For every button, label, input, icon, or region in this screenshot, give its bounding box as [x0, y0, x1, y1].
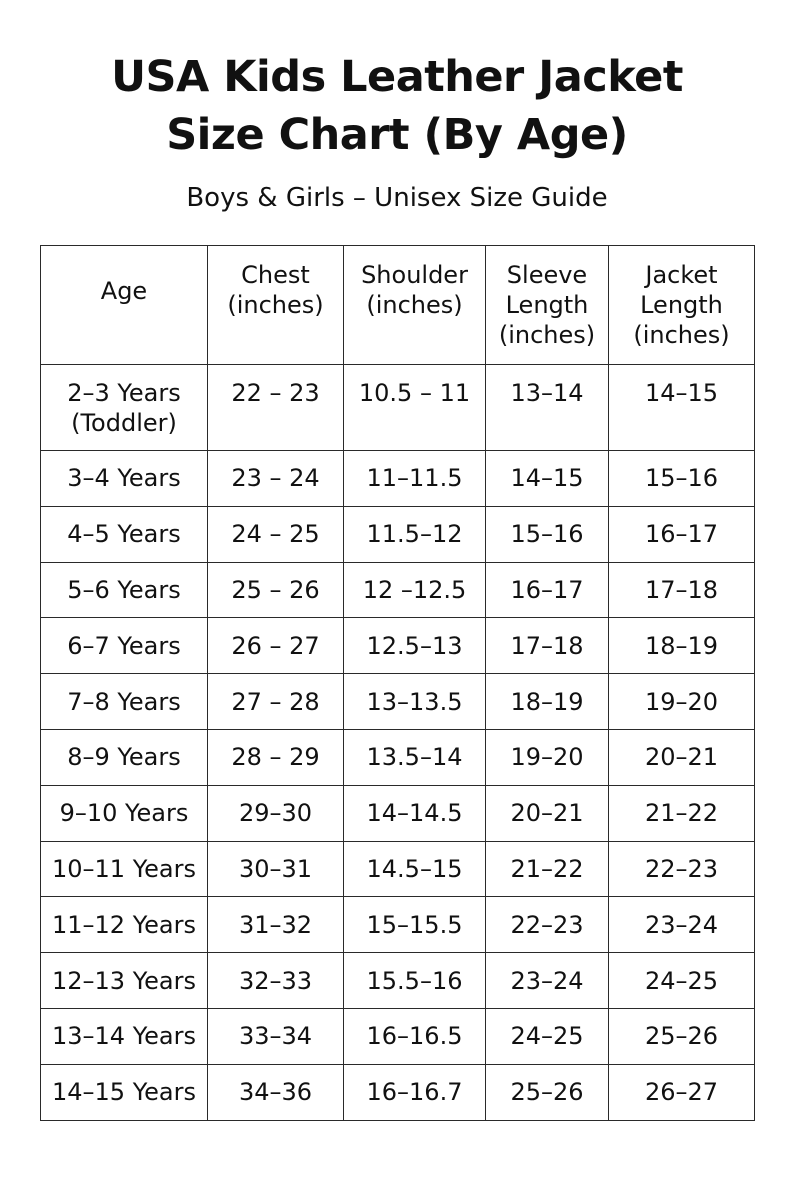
- table-row: [41, 1064, 755, 1120]
- jacket-length-cell: 18–19: [609, 618, 755, 674]
- jacket-length-cell: 26–27: [609, 1064, 755, 1120]
- title-line-2: Size Chart (By Age): [166, 110, 628, 160]
- shoulder-cell: 15.5–16: [344, 953, 486, 1009]
- age-cell: [41, 618, 208, 674]
- table-row: [41, 365, 755, 451]
- shoulder-cell: 14.5–15: [344, 841, 486, 897]
- jacket-length-cell: 25–26: [609, 1008, 755, 1064]
- table-row: [41, 562, 755, 618]
- sleeve-length-cell: 14–15: [486, 451, 609, 507]
- sleeve-length-cell: 20–21: [486, 785, 609, 841]
- shoulder-cell: 16–16.7: [344, 1064, 486, 1120]
- chest-cell: 31–32: [208, 897, 344, 953]
- column-header-text: Length: [640, 291, 723, 319]
- shoulder-cell: 13.5–14: [344, 729, 486, 785]
- chest-cell: 28 – 29: [208, 729, 344, 785]
- age-text: 14–15 Years: [51, 1078, 197, 1107]
- column-header-text: (inches): [366, 291, 463, 319]
- column-header-text: Length: [505, 291, 589, 319]
- sleeve-length-cell: 17–18: [486, 618, 609, 674]
- age-cell: [41, 785, 208, 841]
- sleeve-length-cell: 18–19: [486, 674, 609, 730]
- column-header-text: Age: [100, 277, 148, 305]
- table-row: [41, 953, 755, 1009]
- age-text: 9–10 Years: [59, 799, 189, 828]
- shoulder-cell: 14–14.5: [344, 785, 486, 841]
- age-cell: [41, 562, 208, 618]
- column-header-text: Chest: [241, 261, 310, 289]
- jacket-length-cell: 16–17: [609, 506, 755, 562]
- chest-cell: 34–36: [208, 1064, 344, 1120]
- age-cell: [41, 506, 208, 562]
- age-text: 2–3 Years: [67, 379, 181, 407]
- chest-cell: 24 – 25: [208, 506, 344, 562]
- age-cell: [41, 1008, 208, 1064]
- shoulder-cell: 12.5–13: [344, 618, 486, 674]
- sleeve-length-cell: 15–16: [486, 506, 609, 562]
- table-row: [41, 729, 755, 785]
- sleeve-length-cell: 21–22: [486, 841, 609, 897]
- table-body: [41, 365, 755, 1121]
- chest-cell: 27 – 28: [208, 674, 344, 730]
- column-header-text: Shoulder: [361, 261, 468, 289]
- shoulder-cell: 12 –12.5: [344, 562, 486, 618]
- age-cell: [41, 365, 208, 451]
- column-header-text: (inches): [498, 321, 596, 349]
- age-text: 11–12 Years: [51, 910, 197, 939]
- age-text: 10–11 Years: [51, 854, 197, 883]
- sleeve-length-cell: 19–20: [486, 729, 609, 785]
- age-text: 13–14 Years: [51, 1022, 197, 1051]
- sleeve-length-cell: 16–17: [486, 562, 609, 618]
- table-row: [41, 451, 755, 507]
- table-row: [41, 506, 755, 562]
- column-header-text: Sleeve: [506, 261, 588, 289]
- shoulder-cell: 15–15.5: [344, 897, 486, 953]
- age-cell: [41, 451, 208, 507]
- jacket-length-cell: 21–22: [609, 785, 755, 841]
- shoulder-cell: 10.5 – 11: [344, 365, 486, 451]
- column-header-shoulder: [344, 246, 486, 365]
- shoulder-cell: 16–16.5: [344, 1008, 486, 1064]
- jacket-length-cell: 23–24: [609, 897, 755, 953]
- sleeve-length-cell: 13–14: [486, 365, 609, 451]
- sleeve-length-cell: 22–23: [486, 897, 609, 953]
- jacket-length-cell: 15–16: [609, 451, 755, 507]
- table-row: [41, 1008, 755, 1064]
- age-text: 8–9 Years: [67, 743, 181, 772]
- jacket-length-cell: 14–15: [609, 365, 755, 451]
- chest-cell: 29–30: [208, 785, 344, 841]
- table-row: [41, 841, 755, 897]
- shoulder-cell: 11–11.5: [344, 451, 486, 507]
- chest-cell: 25 – 26: [208, 562, 344, 618]
- title-line-1: USA Kids Leather Jacket: [111, 52, 683, 102]
- size-chart-table: [40, 245, 755, 1121]
- age-cell: [41, 953, 208, 1009]
- jacket-length-cell: 22–23: [609, 841, 755, 897]
- table-row: [41, 785, 755, 841]
- column-header-age: [41, 246, 208, 365]
- jacket-length-cell: 20–21: [609, 729, 755, 785]
- page-subtitle: Boys & Girls – Unisex Size Guide: [186, 183, 608, 213]
- chest-cell: 32–33: [208, 953, 344, 1009]
- age-cell: [41, 897, 208, 953]
- age-text: 4–5 Years: [67, 520, 181, 549]
- table-row: [41, 618, 755, 674]
- column-header-text: (inches): [633, 321, 730, 349]
- column-header-text: Jacket: [645, 261, 718, 289]
- column-header-text: (inches): [227, 291, 324, 319]
- table-row: [41, 897, 755, 953]
- age-cell: [41, 1064, 208, 1120]
- sleeve-length-cell: 23–24: [486, 953, 609, 1009]
- shoulder-cell: 11.5–12: [344, 506, 486, 562]
- age-cell: [41, 729, 208, 785]
- sleeve-length-cell: 25–26: [486, 1064, 609, 1120]
- jacket-length-cell: 24–25: [609, 953, 755, 1009]
- column-header-chest: [208, 246, 344, 365]
- age-text: 6–7 Years: [67, 631, 181, 660]
- page-title: [0, 48, 794, 164]
- table-row: [41, 674, 755, 730]
- age-text: 7–8 Years: [67, 687, 181, 716]
- age-text: 12–13 Years: [51, 966, 197, 995]
- column-header-jacket-length: [609, 246, 755, 365]
- chest-cell: 22 – 23: [208, 365, 344, 451]
- chest-cell: 23 – 24: [208, 451, 344, 507]
- sleeve-length-cell: 24–25: [486, 1008, 609, 1064]
- age-cell: [41, 841, 208, 897]
- age-text: (Toddler): [71, 409, 177, 437]
- table-header-row: [41, 246, 755, 365]
- jacket-length-cell: 19–20: [609, 674, 755, 730]
- jacket-length-cell: 17–18: [609, 562, 755, 618]
- chest-cell: 33–34: [208, 1008, 344, 1064]
- column-header-sleeve-length: [486, 246, 609, 365]
- age-text: 3–4 Years: [67, 464, 181, 493]
- chest-cell: 30–31: [208, 841, 344, 897]
- shoulder-cell: 13–13.5: [344, 674, 486, 730]
- age-cell: [41, 674, 208, 730]
- chest-cell: 26 – 27: [208, 618, 344, 674]
- age-text: 5–6 Years: [67, 575, 181, 604]
